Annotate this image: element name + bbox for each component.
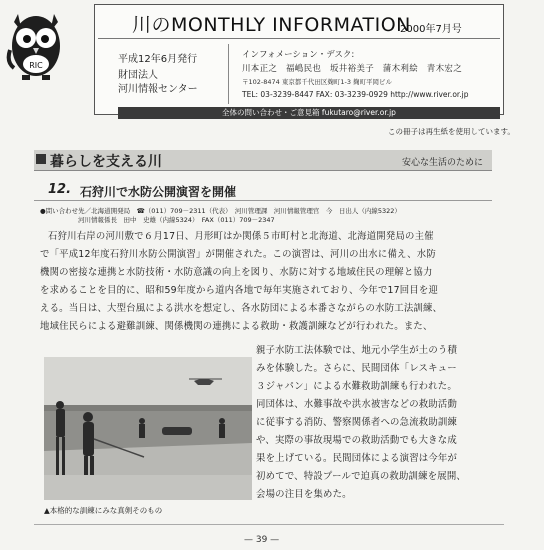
publisher-name: 河川情報センター <box>118 84 198 95</box>
body-text-line: を求めることを目的に、昭和59年度から道内各地で毎年実施されており、今年で17回目を迎 <box>40 285 439 296</box>
body-text-line: で「平成12年度石狩川水防公開演習」が開催された。この演習は、河川の出水に備え、水防 <box>40 249 436 260</box>
body-text-line: 同団体は、水難事故や洪水被害などの救助活動 <box>256 399 458 410</box>
masthead-vertical-divider <box>228 44 229 104</box>
owl-mascot-icon <box>4 6 68 84</box>
body-text-line: 初めてで、特設プールで迫真の救助訓練を展開、 <box>256 471 466 482</box>
body-text-line: 石狩川右岸の河川敷で６月17日、月形町はか関係５市町村と北海道、北海道開発局の主催 <box>48 231 434 242</box>
body-text-line: 親子水防工法体験では、地元小学生が土のう積 <box>256 345 458 356</box>
recycled-paper-note: この冊子は再生紙を使用しています。 <box>388 127 515 136</box>
article-divider <box>34 200 492 201</box>
body-text-line: ３ジャパン」による水難救助訓練も行われた。 <box>256 381 457 392</box>
info-desk-staff: 川本正之 福嶋民也 坂井裕美子 蒲木利絵 青木宏之 <box>242 64 463 74</box>
inquiry-info-line: ●問い合わせ先／北海道開発局 ☎（011）709－2311（代表） 河川管理課 河川情報管理官 今 日出人（内線5322） <box>40 207 401 215</box>
issue-date: 2000年7月号 <box>400 24 462 35</box>
section-subtitle: 安心な生活のために <box>402 158 484 168</box>
article-number: 12. <box>48 182 72 197</box>
body-text-line: 会場の注目を集めた。 <box>256 489 352 500</box>
newsletter-title: 川のMONTHLY INFORMATION <box>132 14 411 36</box>
published-date: 平成12年6月発行 <box>118 54 198 65</box>
footer-divider <box>34 524 504 525</box>
feedback-contact-bar: 全体の問い合わせ・ご意見箱 fukutaro@river.or.jp <box>118 107 500 119</box>
body-text-line: 果を上げている。民間団体による演習は今年が <box>256 453 458 464</box>
info-desk-title: インフォメーション・デスク: <box>242 50 355 60</box>
publisher-type: 財団法人 <box>118 70 158 81</box>
info-desk-contact: TEL: 03-3239-8447 FAX: 03-3239-0929 http://www.river.or.jp <box>242 90 469 99</box>
page-number: — 39 — <box>244 535 280 545</box>
section-title: 暮らしを支える川 <box>50 154 162 170</box>
photo-caption: ▲本格的な訓練にみな真剣そのもの <box>44 506 163 515</box>
body-text-line: 地域住民らによる避難訓練、関係機関の連携による救助・救護訓練などが行われた。また、 <box>40 321 433 332</box>
body-text-line: に従事する消防、警察関係者への急流救助訓練 <box>256 417 458 428</box>
body-text-line: える。当日は、大型台風による洪水を想定し、各水防団による本番さながらの水防工法訓練、 <box>40 303 443 314</box>
rescue-training-photo <box>44 357 252 500</box>
svg-text:RIC: RIC <box>29 61 43 70</box>
body-text-line: みを体験した。さらに、民間団体「レスキュー <box>256 363 457 374</box>
inquiry-info-line: 河川情報係長 田中 史雄（内線5324） FAX（011）709－2347 <box>78 216 275 224</box>
info-desk-address: 〒102-8474 東京都千代田区麹町1-3 麹町平岡ビル <box>242 78 393 86</box>
article-title: 石狩川で水防公開演習を開催 <box>80 185 237 199</box>
section-bullet-icon <box>36 154 46 164</box>
body-text-line: や、実際の事故現場での救助活動でも大きな成 <box>256 435 457 446</box>
body-text-line: 機関の密接な連携と水防技術・水防意識の向上を図り、水防に対する地域住民の理解と協力 <box>40 267 433 278</box>
title-divider <box>98 38 500 39</box>
